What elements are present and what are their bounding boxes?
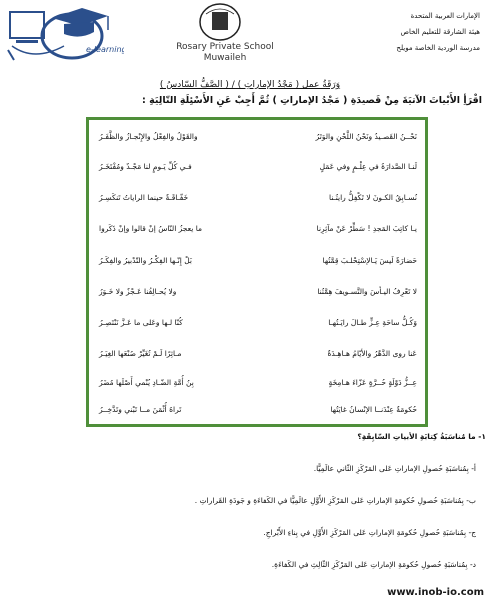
elearning-logo-text: e-learning — [86, 45, 124, 54]
footer-url: www.inob-io.com — [387, 587, 484, 598]
question-1-option-c: ج- بِمُناسَبَةِ حُصولِ حُكومَةِ الإماراتِ عَلى المَرْكَزِ الأَوَّلِ في بِناءِ الأَبْراجِ. — [263, 528, 476, 537]
verse-3-second: خَفّـاقَـةٌ حينما الراياتُ تَنكَسِـرُ — [99, 193, 189, 202]
verse-4-first: يـا كاتِبَ المَجدِ ! سَطِّرْ عَنْ مآثِرِنا — [316, 224, 417, 233]
verse-2-second: فـي كُلِّ يَـومٍ لنا مَجْـدٌ ومُفْتَخَـرُ — [99, 162, 192, 171]
verse-1-second: والقَوْلُ والفِعْلُ والإِنْجـازُ والظَّفَـرُ — [99, 132, 198, 141]
school-name-line2: Muwaileh — [203, 53, 247, 63]
verse-7-second: كُنّا لـها وعَلى ما عَـزَّ نَنْتَصِـرُ — [99, 318, 183, 327]
verse-10-first: حُكومَةٌ عِنْدَنــا الإنْسانُ غايَتُها — [330, 405, 417, 414]
school-seal — [192, 2, 248, 42]
verse-8-second: مـاثِرًا لَـمْ تُغَيِّرْ صُنْعَها الغِيَـرُ — [99, 349, 182, 358]
verse-6-second: ولا يُحـالِفُنا عَـجْزٌ ولا خَـوَرُ — [99, 287, 177, 296]
elearning-logo — [4, 2, 124, 68]
header-line-school: مدرسة الوردية الخاصة مويلح — [396, 44, 480, 52]
verse-5-first: حَضارَةٌ لَيسَ يَـالإسْتِحْلـبَ قِمَّتُها — [322, 256, 417, 265]
verse-5-second: بَلْ إِنّـها الفِكْـرُ والتّدْبيرُ والفِكَـرُ — [99, 256, 192, 265]
verse-9-first: عِــزُّ دَوْلَةٍ حُــرَّةٍ عَزّاءَ هـامِخَةٍ — [328, 378, 417, 387]
verse-2-first: لَنـا الصَّدارَةُ في عِلْـمٍ وفي عَمَلٍ — [319, 162, 417, 171]
verse-4-second: ما يعجزُ النّاسُ إنْ قالوا وإنْ ذَكَروا — [99, 224, 203, 233]
poem-box — [86, 117, 428, 427]
question-1-option-d: د- بِمُناسَبَةِ حُصولِ حُكومَةِ الإماراتِ عَلى المَرْكَزِ الثّالِثِ في الكَفاءَةِ. — [271, 560, 476, 569]
worksheet-title: وَرَقَةُ عمل ( مَجْدُ الإماراتِ ) / ( الصَّفُّ السّادسُ ) — [159, 80, 341, 90]
worksheet-instruction: اقْرَأِ الأَبْياتَ الآتيَةَ مِنْ قَصيدَةِ ( مَجْدُ الإماراتِ ) ثُمَّ أَجِبْ عَنِ الأَسْئِلَةِ التّالِيَةِ : — [142, 95, 482, 106]
school-name-en — [150, 42, 300, 64]
verse-1-first: نَحْــنُ القَصـيدُ ونَحْنُ اللَّحْنِ والوَتَرُ — [315, 132, 417, 141]
verse-7-first: وَكُـلُّ ساحَةِ عِـزٍّ طـالَ رايَـتُهـا — [328, 318, 417, 327]
question-1-option-b: ب- بِمُناسَبَةِ حُصولِ حُكومَةِ الإماراتِ عَلى المَرْكَزِ الأَوَّلِ عالَمِيًّا في الكَفاءَةِ و جَودَةِ القَراراتِ . — [194, 496, 476, 505]
question-1-option-a: أ- بِمُناسَبَةِ حُصولِ الإماراتِ عَلى المَرْكَزِ الثّاني عالَمِيًّا. — [313, 464, 476, 473]
verse-6-first: لا تَعْرِفُ اليـأسَ والتَّسـويفَ هِمَّتُنا — [317, 287, 417, 296]
header-line-authority: هيئة الشارقة للتعليم الخاص — [400, 28, 480, 36]
verse-9-second: بِنُ أُمَّةِ الضّـادِ يُنْمي أَصْلَها مُضَرُ — [99, 378, 194, 387]
verse-3-first: نُسـابِقُ الكـونَ لا تَكْفِلُّ رايتُـنا — [328, 193, 417, 202]
header-line-uae: الإمارات العربية المتحدة — [410, 12, 480, 20]
school-name-line1: Rosary Private School — [176, 42, 274, 52]
verse-10-second: تَراهُ أُثْمَنَ مــا تَبْني وتَدَّخِــرُ — [99, 405, 182, 414]
verse-8-first: عَنا روى الدَّهْرُ والأيّامُ هـاهِـدَةٌ — [327, 349, 417, 358]
question-1: ١- ما مُناسَبَةُ كِتابَةِ الأبياتِ السّابِقَةِ؟ — [357, 432, 486, 441]
